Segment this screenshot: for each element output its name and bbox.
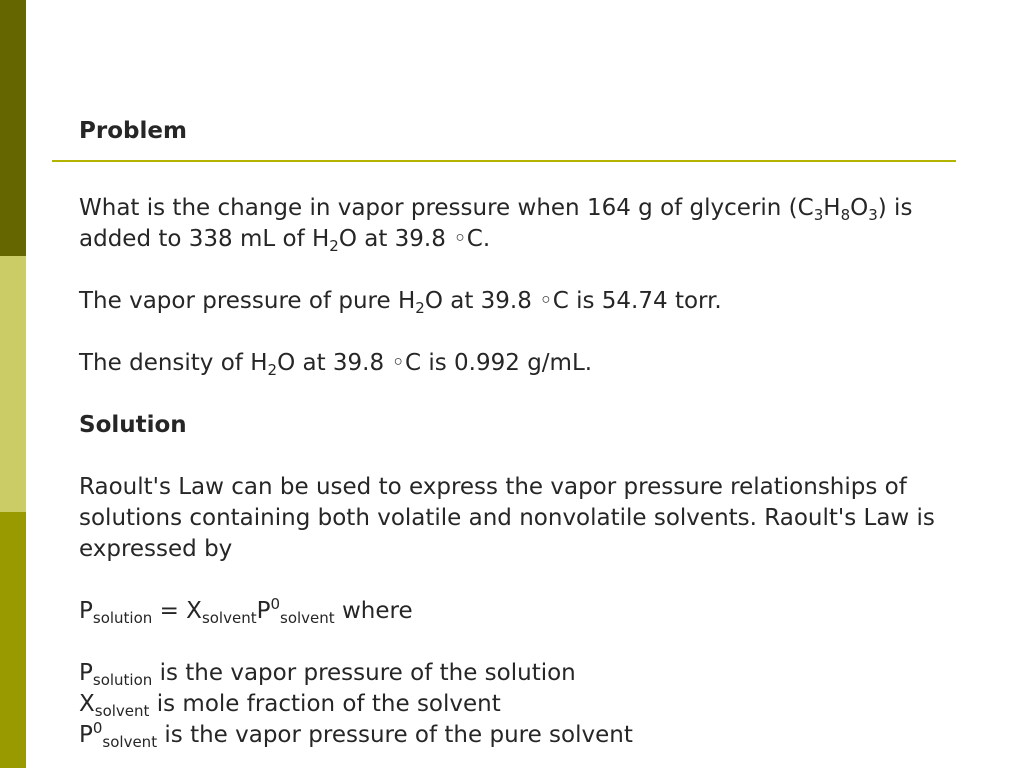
vapor-pressure-line: The vapor pressure of pure $H_2O$ at 39.8 ◦C is 54.74 torr. <box>79 288 722 317</box>
problem-heading: Problem <box>79 118 187 144</box>
raoult-equation: $P_{solution} = X_{solvent}P^0_{solvent}$ where <box>79 595 413 627</box>
side-stripe-middle <box>0 256 26 512</box>
definition-x-solvent: $X_{solvent}$ is mole fraction of the solvent <box>79 691 501 720</box>
side-stripe-top <box>0 0 26 256</box>
definition-p0-solvent: $P^0_{solvent}$ is the vapor pressure of the pure solvent <box>79 719 633 751</box>
solution-heading: Solution <box>79 412 187 438</box>
definition-p-solution: $P_{solution}$ is the vapor pressure of the solution <box>79 660 576 689</box>
problem-question: What is the change in vapor pressure when 164 g of glycerin $(C_3H_8O_3)$ is added to 338 mL of $H_2O$ at 39.8 ◦C. <box>79 195 913 255</box>
slide-content <box>79 116 959 751</box>
solution-intro: Raoult's Law can be used to express the vapor pressure relationships of solutions containing both volatile and nonvolatile solvents. Raoult's Law is expressed by <box>79 474 935 562</box>
side-stripe-bottom <box>0 512 26 768</box>
definitions-list <box>79 658 959 751</box>
density-line: The density of $H_2O$ at 39.8 ◦C is 0.992 g/mL. <box>79 350 593 379</box>
